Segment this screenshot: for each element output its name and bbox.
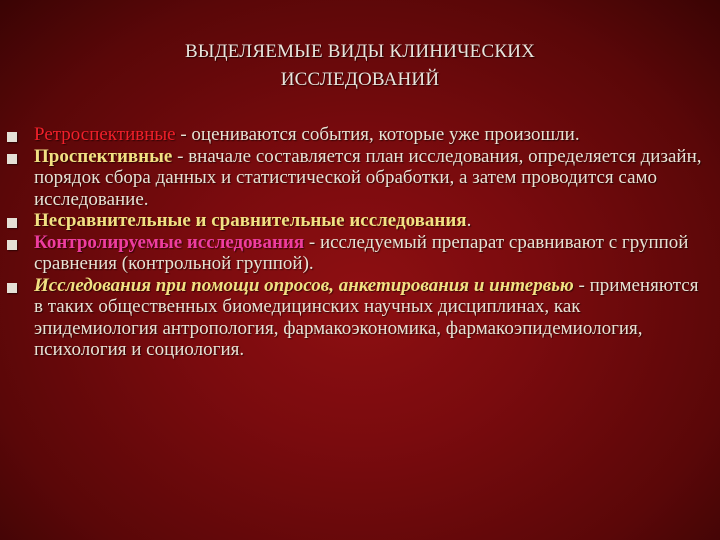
term-controlled: Контролируемые исследования (34, 231, 305, 253)
term-surveys: Исследования при помощи опросов, анкетирования и интервью (34, 274, 574, 296)
list-item-controlled (0, 232, 720, 275)
list-item-prospective (0, 146, 720, 211)
square-bullet-icon (7, 240, 17, 250)
square-bullet-icon (7, 154, 17, 164)
description-prospective: - вначале составляется план исследования, определяется дизайн, порядок сбора данных и статистической обработки, а затем проводится само исследование. (34, 145, 702, 210)
slide-title-line-2: ИССЛЕДОВАНИЙ (280, 69, 440, 90)
bullet-list (0, 124, 720, 361)
description-retrospective: - оцениваются события, которые уже произошли. (175, 124, 580, 145)
description-comparative: . (466, 210, 472, 231)
description-controlled: - исследуемый препарат сравнивают с группой сравнения (контрольной группой). (34, 231, 689, 274)
square-bullet-icon (7, 132, 17, 142)
list-item-comparative (0, 210, 720, 232)
term-prospective: Проспективные (34, 145, 173, 167)
list-item-surveys (0, 275, 720, 361)
slide-title (110, 38, 610, 94)
list-item-retrospective (0, 124, 720, 146)
square-bullet-icon (7, 218, 17, 228)
description-surveys: - применяются в таких общественных биомедицинских научных дисциплинах, как эпидемиология антропология, фармакоэкономика, фармакоэпидемиология, психология и социология. (34, 274, 699, 360)
slide-title-line-1: ВЫДЕЛЯЕМЫЕ ВИДЫ КЛИНИЧЕСКИХ (184, 41, 536, 62)
term-retrospective: Ретроспективные (34, 124, 176, 145)
term-comparative: Несравнительные и сравнительные исследования (34, 210, 467, 231)
square-bullet-icon (7, 283, 17, 293)
